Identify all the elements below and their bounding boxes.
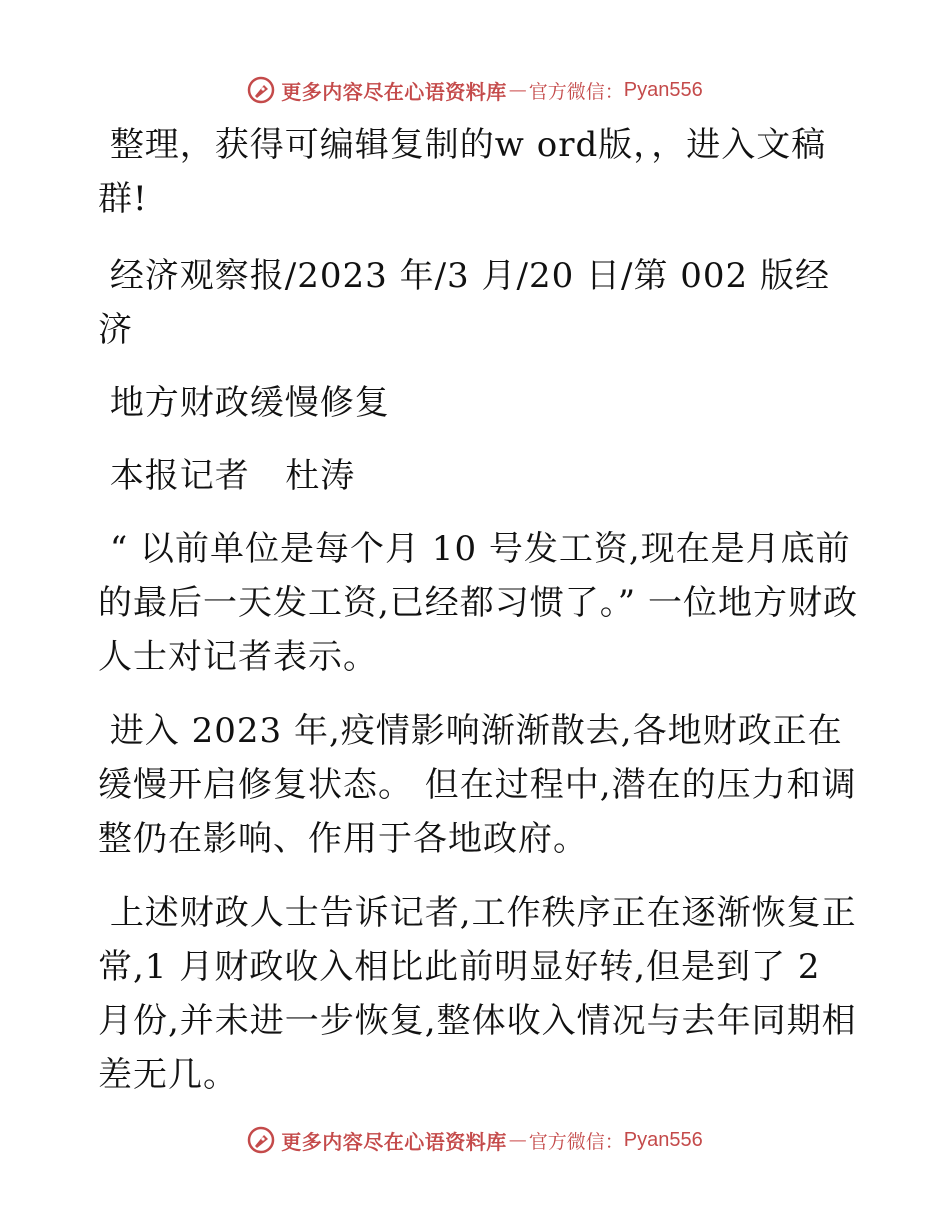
header-banner xyxy=(0,70,950,110)
paragraph-3: 上述财政人士告诉记者,工作秩序正在逐渐恢复正常,1 月财政收入相比此前明显好转,但是到了 2 月份,并未进一步恢复,整体收入情况与去年同期相差无几。 xyxy=(98,893,857,1095)
banner-wechat-label: 官方微信： xyxy=(528,80,624,103)
banner-wechat-id: Pyan556 xyxy=(623,1128,703,1151)
footer-banner xyxy=(0,1120,950,1160)
banner-wechat-label: 官方微信： xyxy=(528,1130,624,1153)
intro-text: 整理，获得可编辑复制的w ord版，，进入文稿群! xyxy=(98,125,827,219)
banner-main-text: 更多内容尽在心语资料库 xyxy=(281,1129,507,1154)
headline: 地方财政缓慢修复 xyxy=(98,383,390,423)
pen-nib-logo-icon xyxy=(247,76,275,104)
banner-separator: — xyxy=(508,79,527,101)
paragraph-1: “ 以前单位是每个月 10 号发工资,现在是月底前的最后一天发工资,已经都习惯了。” 一位地方财政人士对记者表示。 xyxy=(98,529,858,677)
banner-separator: — xyxy=(508,1129,527,1151)
document-body xyxy=(98,118,858,1102)
banner-wechat-id: Pyan556 xyxy=(623,78,703,101)
paragraph-2: 进入 2023 年,疫情影响渐渐散去,各地财政正在缓慢开启修复状态。 但在过程中,潜在的压力和调整仍在影响、作用于各地政府。 xyxy=(98,711,857,859)
pen-nib-logo-icon xyxy=(247,1126,275,1154)
source-line: 经济观察报/2023 年/3 月/20 日/第 002 版经济 xyxy=(98,256,830,350)
banner-main-text: 更多内容尽在心语资料库 xyxy=(281,79,507,104)
byline: 本报记者 杜涛 xyxy=(98,456,356,496)
